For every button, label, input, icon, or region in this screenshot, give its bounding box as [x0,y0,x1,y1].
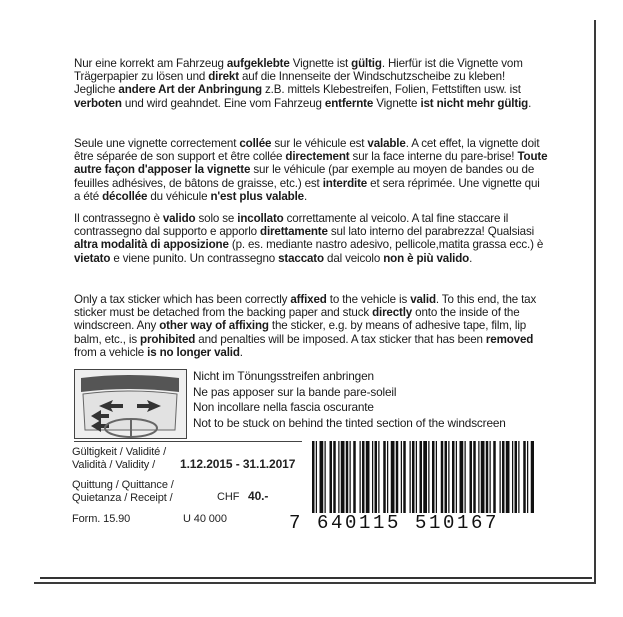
barcode-bar [330,441,333,513]
barcode-bar [362,441,365,513]
emphasis-text: affixed [290,293,327,306]
barcode-bar [338,441,339,513]
body-text: z.B. mittels Klebestreifen, Folien, Fettstiften usw. ist [261,83,521,97]
body-text: . A cet effet, la vignette doit être séparée de son support et être collée [74,137,540,164]
body-text: Vignette [373,96,421,110]
body-text: . [239,345,243,359]
barcode-bar [452,441,455,513]
barcode-bar [500,441,501,513]
note-french: Ne pas apposer sur la bande pare-soleil [193,384,397,399]
barcode-bar [320,441,324,513]
barcode-bar [445,441,448,513]
paragraph-italian [74,212,549,265]
emphasis-text: entfernte [324,96,374,110]
body-text: . [303,189,308,203]
barcode-bar [372,441,373,513]
receipt-currency: CHF [217,491,240,503]
barcode-number: 7 640115 510167 [289,512,500,534]
barcode-bar [512,441,513,513]
body-text: Seule une vignette correctement [74,137,240,150]
body-text: from a vehicle [74,345,148,359]
barcode-bar [333,441,336,513]
barcode-bar [353,441,356,513]
body-text: to the vehicle is [326,293,411,306]
body-text: Vignette ist [289,57,352,70]
emphasis-text: direttamente [260,225,328,239]
emphasis-text: non è più valido [383,251,470,265]
windscreen-pictogram-icon [74,369,187,439]
barcode-bar [396,441,399,513]
barcode-bar [515,441,518,513]
barcode-bar [441,441,444,513]
barcode-bar [531,441,534,513]
barcode-bar [420,441,423,513]
receipt-amount: 40.- [248,489,269,503]
body-text: e viene punito. Un contrassegno [110,251,279,265]
barcode-bar [387,441,388,513]
body-text: onto the inside of the windscreen. Any [74,306,520,333]
body-text: Only a tax sticker which has been correctly [74,293,291,306]
emphasis-text: direkt [208,70,239,84]
barcode-bar [527,441,528,513]
barcode-bar [493,441,496,513]
barcode-bar [502,441,505,513]
paragraph-german [74,57,549,110]
barcode-icon [312,441,534,513]
barcode-bar [341,441,345,513]
emphasis-text: gültig [351,57,382,70]
receipt-label-line1: Quittung / Quittance / [72,479,174,491]
barcode-bar [486,441,489,513]
emphasis-text: removed [485,332,534,346]
placement-notes [193,369,506,431]
barcode-bar [375,441,378,513]
barcode-bar [423,441,427,513]
barcode-bar [416,441,417,513]
emphasis-text: vietato [74,251,111,265]
divider [74,441,302,442]
emphasis-text: Toute autre façon d'apposer la vignette [74,150,548,177]
barcode-bar [350,441,351,513]
body-text: et sera réprimée. Une vignette qui a été [74,176,540,203]
barcode-bar [518,441,519,513]
body-text: . To this end, the tax sticker must be detached from the backing paper and stuck [74,293,537,320]
emphasis-text: other way of affixing [159,319,269,333]
barcode-bar [403,441,406,513]
validity-label-line2: Validità / Validity / [72,459,156,471]
barcode-bar [316,441,317,513]
body-text: correttamente al veicolo. A tal fine staccare il contrassegno dal supporto e apporlo [74,212,509,239]
body-text: du véhicule [147,189,211,203]
barcode-bar [360,441,361,513]
body-text: and penalties will be imposed. A tax sticker that has been [195,332,486,346]
validity-period: 1.12.2015 - 31.1.2017 [180,457,296,471]
form-code: U 40 000 [183,513,227,525]
emphasis-text: incollato [237,212,284,225]
emphasis-text: collée [239,137,272,150]
body-text: solo se [195,212,238,225]
emphasis-text: interdite [322,176,368,190]
barcode-bar [401,441,402,513]
body-text: sur le véhicule est [271,137,368,150]
emphasis-text: valid [410,293,436,306]
barcode-bar [506,441,510,513]
barcode-bar [432,441,435,513]
barcode-bar [490,441,491,513]
receipt-label-line2: Quietanza / Receipt / [72,492,173,504]
emphasis-text: altra modalità di apposizione [74,238,229,252]
barcode-bar [391,441,395,513]
body-text: sul lato interno del parabrezza! Qualsiasi [327,225,535,239]
barcode-bar [456,441,457,513]
barcode-bar [312,441,315,513]
barcode-bar [366,441,370,513]
emphasis-text: is no longer valid [147,345,240,359]
barcode-bar [410,441,411,513]
body-text: (p. es. mediante nastro adesivo, pellicole,matita grassa ecc.) è [228,238,544,252]
note-english: Not to be stuck on behind the tinted section of the windscreen [193,415,506,430]
barcode-bar [481,441,485,513]
barcode-bar [478,441,479,513]
paragraph-french [74,137,549,203]
barcode-bar [378,441,379,513]
emphasis-text: directly [372,306,413,320]
body-text: dal veicolo [323,251,384,265]
body-text: . [528,96,532,110]
emphasis-text: n'est plus valable [210,189,304,203]
barcode-bar [428,441,429,513]
emphasis-text: verboten [74,96,122,110]
body-text: sur la face interne du pare-brise! [349,150,518,164]
bottom-edge [40,577,592,579]
barcode-bar [412,441,415,513]
barcode-bar [448,441,449,513]
emphasis-text: aufgeklebte [226,57,290,70]
body-text: . [469,251,473,265]
emphasis-text: décollée [102,189,148,203]
emphasis-text: staccato [278,251,324,265]
barcode-bar [465,441,466,513]
emphasis-text: ist nicht mehr gültig [420,96,529,110]
validity-label-line1: Gültigkeit / Validité / [72,446,167,458]
note-german: Nicht im Tönungsstreifen anbringen [193,369,374,383]
barcode-bar [436,441,437,513]
body-text: Il contrassegno è [74,212,163,225]
barcode-bar [460,441,464,513]
barcode-bar [473,441,476,513]
body-text: Nur eine korrekt am Fahrzeug [74,57,227,70]
emphasis-text: prohibited [140,332,196,346]
barcode-bar [470,441,473,513]
form-number: Form. 15.90 [72,513,131,525]
barcode-bar [383,441,386,513]
body-text: auf die Innenseite der Windschutzscheibe zu kleben! Jegliche [74,70,506,97]
emphasis-text: valable [367,137,406,150]
body-text: the sticker, e.g. by means of adhesive tape, film, lip balm, etc., is [74,319,527,346]
emphasis-text: directement [285,150,350,164]
body-text: . Hierfür ist die Vignette vom Trägerpapier zu lösen und [74,57,523,84]
emphasis-text: andere Art der Anbringung [118,83,262,97]
barcode-bar [325,441,326,513]
body-text: sur le véhicule (par exemple au moyen de bandes ou de feuilles adhésives, de bâtons de graisse, etc.) est [74,163,535,190]
emphasis-text: valido [162,212,196,225]
barcode-bar [346,441,349,513]
paragraph-english [74,293,549,359]
barcode-bar [523,441,526,513]
note-italian: Non incollare nella fascia oscurante [193,400,374,414]
body-text: und wird geahndet. Eine vom Fahrzeug [121,96,325,110]
